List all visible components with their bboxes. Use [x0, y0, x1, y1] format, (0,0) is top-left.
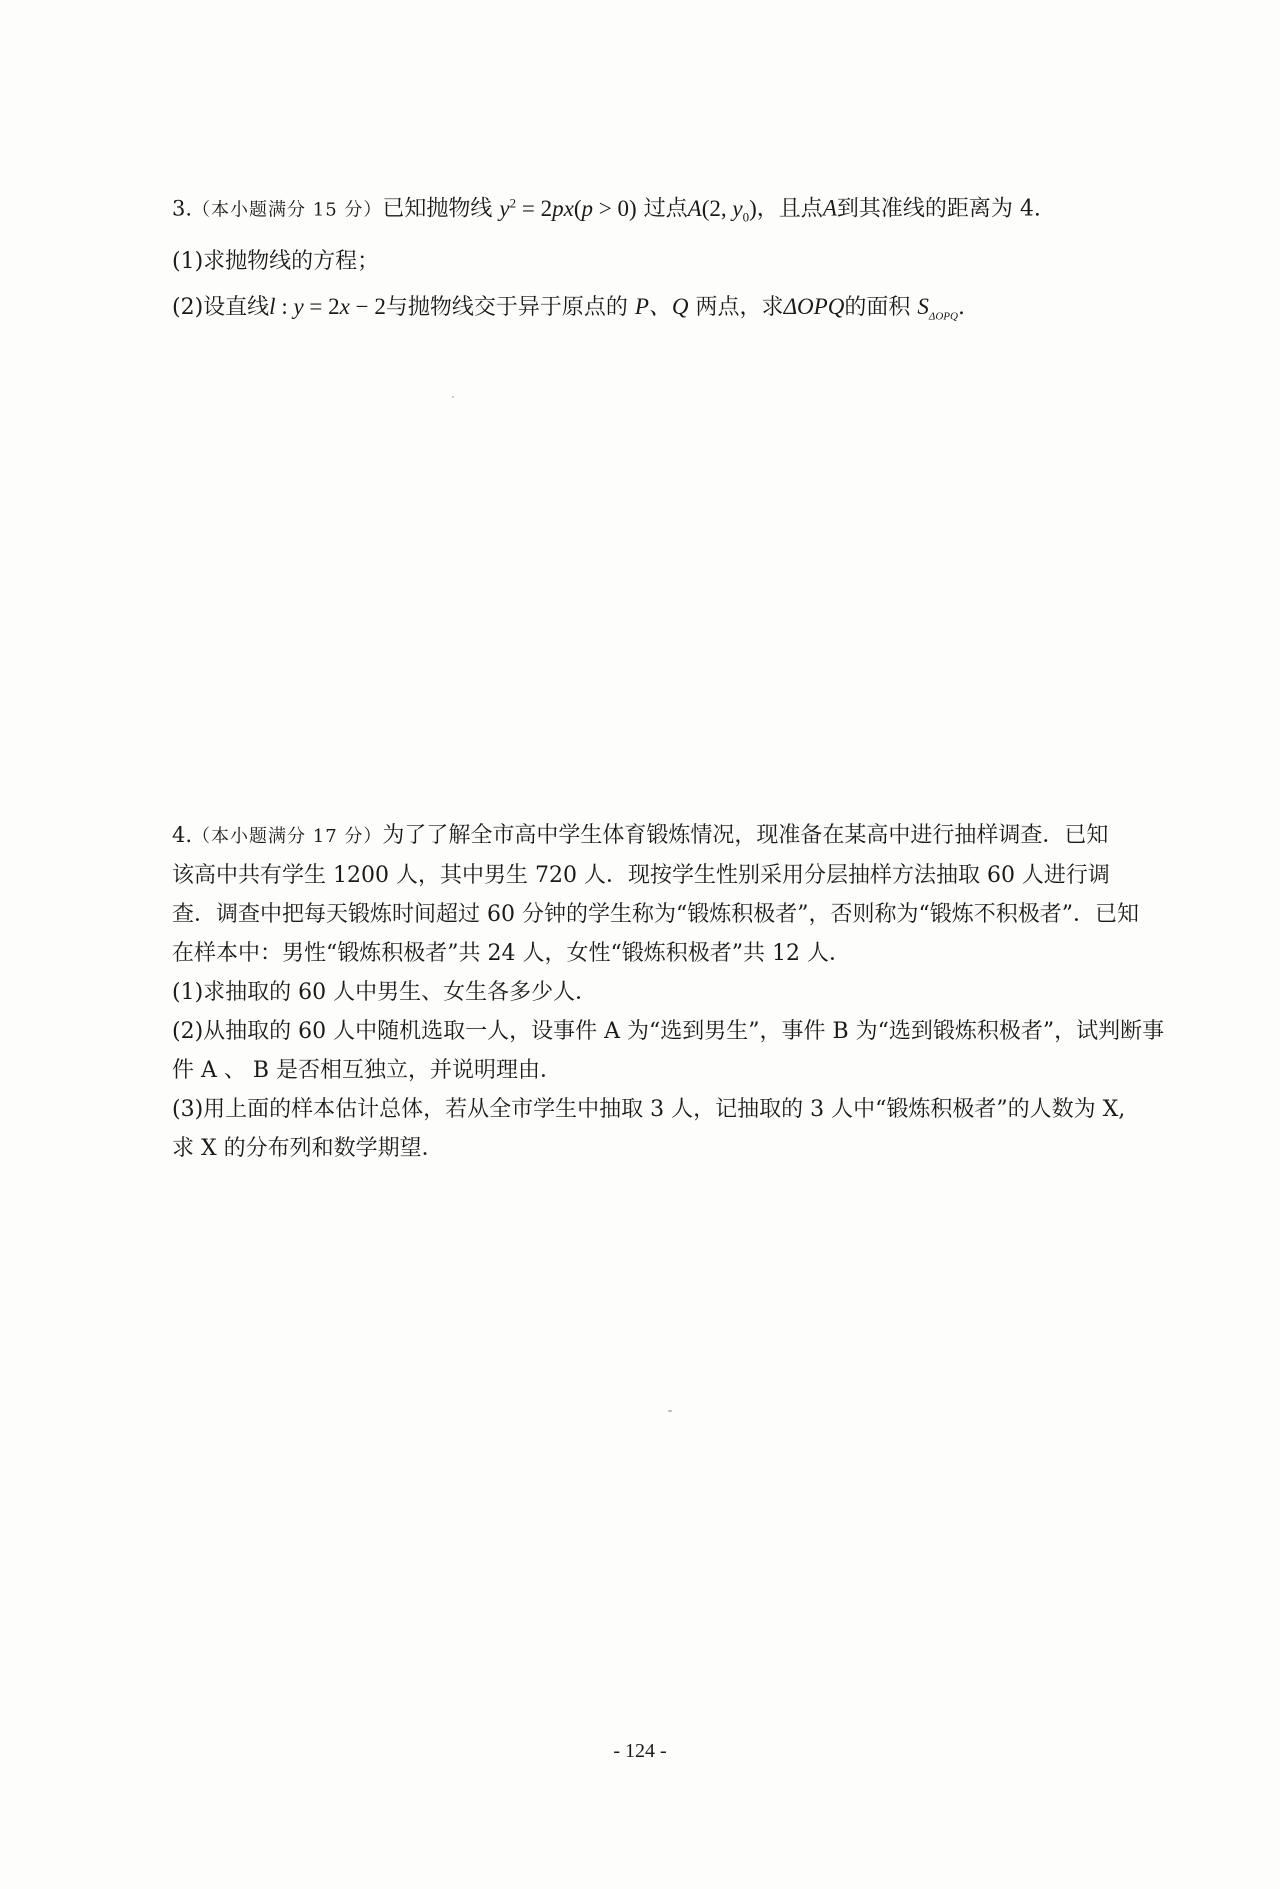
problem-3 — [172, 188, 1152, 347]
problem-4-part-3-line-2: 求 X 的分布列和数学期望． — [172, 1136, 444, 1161]
problem-4-part-2-line-2: 件 A 、 B 是否相互独立，并说明理由． — [172, 1058, 563, 1083]
problem-4-stem-line-2: 该高中共有学生 1200 人，其中男生 720 人．现按学生性别采用分层抽样方法抽取 60 人进行调 — [172, 863, 1110, 888]
problem-4-part-2-line-1: (2)从抽取的 60 人中随机选取一人，设事件 A 为“选到男生”，事件 B 为“选到锻炼积极者”，试判断事 — [172, 1019, 1165, 1044]
stem-text: 到其准线的距离为 4. — [836, 196, 1041, 222]
problem-number: 4. — [172, 823, 193, 847]
score-note: （本小题满分 15 分） — [192, 199, 383, 221]
problem-4-stem-line-1 — [172, 820, 1152, 852]
line-equation: l : y = 2x − 2 — [269, 294, 386, 320]
page-number: - 124 - — [613, 1740, 667, 1762]
problem-4-part-1: (1)求抽取的 60 人中男生、女生各多少人． — [172, 980, 598, 1005]
part-text: (2)设直线 — [172, 295, 270, 321]
part-end: . — [957, 295, 965, 321]
part-text: 与抛物线交于异于原点的 — [385, 295, 628, 321]
problem-4-stem-line-3: 查．调查中把每天锻炼时间超过 60 分钟的学生称为“锻炼积极者”，否则称为“锻炼不积极者”．已知 — [172, 902, 1139, 927]
part-text: 的面积 — [844, 295, 911, 321]
score-note: （本小题满分 17 分） — [192, 826, 383, 847]
triangle-opq: ΔOPQ — [783, 294, 845, 320]
problem-number: 3. — [172, 196, 193, 221]
problem-3-part-1: (1)求抛物线的方程； — [172, 249, 380, 275]
points-pq: P、Q — [634, 294, 689, 320]
scan-speck — [452, 396, 454, 398]
point-a: A(2, $y_0$) — [687, 195, 757, 225]
stem-text: 为了了解全市高中学生体育锻炼情况，现准备在某高中进行抽样调查．已知 — [382, 823, 1109, 848]
problem-3-stem — [172, 188, 1152, 232]
area-symbol: $S_{\Delta OPQ}$ — [917, 294, 958, 323]
stem-text: 已知抛物线 — [382, 196, 493, 222]
scan-speck — [668, 1410, 672, 1412]
problem-4 — [172, 820, 1165, 1173]
parabola-equation: $y^2 = 2px(p > 0)$ — [499, 195, 637, 221]
point-label: A — [822, 195, 837, 221]
problem-3-part-2 — [172, 292, 1152, 332]
part-text: 两点，求 — [695, 295, 784, 321]
problem-4-stem-line-4: 在样本中：男性“锻炼积极者”共 24 人，女性“锻炼积极者”共 12 人． — [172, 941, 851, 966]
stem-text: ，且点 — [756, 196, 823, 222]
problem-4-part-3-line-1: (3)用上面的样本估计总体，若从全市学生中抽取 3 人，记抽取的 3 人中“锻炼积极者”的人数为 X, — [172, 1097, 1126, 1122]
stem-text: 过点 — [643, 196, 688, 222]
